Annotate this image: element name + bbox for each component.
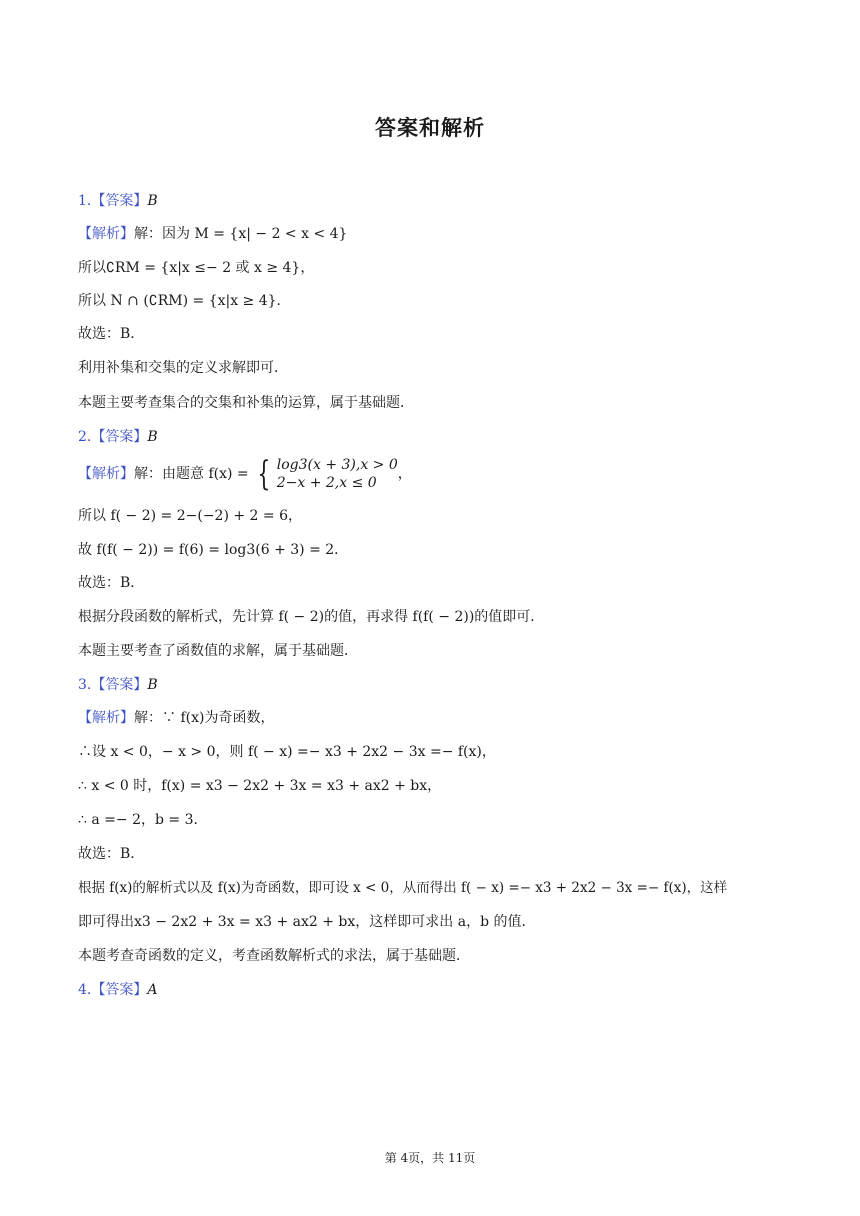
q2-explanation-tag: 【解析】 bbox=[78, 466, 134, 482]
q3-line-3: ∴ x < 0 时，f(x) = x3 − 2x2 + 3x = x3 + ax2 + bx， bbox=[78, 778, 442, 794]
q3-line-6: 根据 f(x)的解析式以及 f(x)为奇函数，即可设 x < 0，从而得出 f( − x) =− x3 + 2x2 − 3x =− f(x)，这样 bbox=[78, 880, 728, 896]
q2-number: 2. bbox=[78, 429, 92, 445]
q3-line-5: 故选：B． bbox=[78, 846, 145, 862]
page-footer: 第 4页，共 11页 bbox=[384, 1151, 476, 1165]
q3-line-7: 即可得出x3 − 2x2 + 3x = x3 + ax2 + bx，这样即可求出 a，b 的值． bbox=[78, 914, 536, 930]
q1-answer-tag: 【答案】 bbox=[91, 193, 148, 209]
q2-explanation-line-1 bbox=[78, 456, 412, 492]
q4-answer-line bbox=[78, 980, 157, 1000]
q1-line-2: 所以∁RM = {x|x ≤− 2 或 x ≥ 4}， bbox=[78, 260, 315, 276]
q2-answer-value: B bbox=[147, 429, 158, 445]
q2-line-4: 故选：B． bbox=[78, 575, 145, 591]
case-1: log3(x + 3),x > 0 bbox=[276, 457, 398, 473]
q2-answer-line bbox=[78, 427, 158, 447]
q4-number: 4. bbox=[78, 982, 92, 998]
q1-explanation-line-1 bbox=[78, 224, 347, 244]
q1-line-4: 故选：B． bbox=[78, 326, 145, 342]
q2-answer-tag: 【答案】 bbox=[91, 429, 148, 445]
piecewise-function bbox=[253, 456, 398, 492]
q2-text: 解：由题意 f(x) = bbox=[134, 466, 254, 482]
q3-answer-value: B bbox=[147, 677, 158, 693]
q2-line-6: 本题主要考查了函数值的求解，属于基础题． bbox=[78, 643, 358, 659]
q1-line-3: 所以 N ∩ (∁RM) = {x|x ≥ 4}. bbox=[78, 293, 281, 309]
q1-line-6: 本题主要考查集合的交集和补集的运算，属于基础题． bbox=[78, 395, 414, 411]
q4-answer-value: A bbox=[147, 982, 158, 998]
q3-number: 3. bbox=[78, 677, 92, 693]
q3-line-8: 本题考查奇函数的定义，考查函数解析式的求法，属于基础题． bbox=[78, 948, 470, 964]
q1-answer-line bbox=[78, 191, 158, 211]
q4-answer-tag: 【答案】 bbox=[91, 982, 148, 998]
q3-answer-tag: 【答案】 bbox=[91, 677, 148, 693]
q1-number: 1. bbox=[78, 193, 92, 209]
q1-line-5: 利用补集和交集的定义求解即可． bbox=[78, 360, 288, 376]
case-2: 2−x + 2,x ≤ 0 bbox=[276, 475, 377, 491]
brace-symbol: { bbox=[257, 454, 271, 494]
q1-explanation-tag: 【解析】 bbox=[78, 226, 134, 242]
page-title: 答案和解析 bbox=[375, 116, 485, 140]
q3-text: 解：∵ f(x)为奇函数， bbox=[134, 710, 275, 726]
q3-explanation-line-1 bbox=[78, 708, 274, 728]
piecewise-cases bbox=[277, 456, 398, 492]
q3-line-4: ∴ a =− 2，b = 3． bbox=[78, 812, 208, 828]
q1-answer-value: B bbox=[147, 193, 158, 209]
q2-line-3: 故 f(f( − 2)) = f(6) = log3(6 + 3) = 2． bbox=[78, 542, 349, 558]
q2-comma: ， bbox=[397, 466, 412, 482]
q2-line-5: 根据分段函数的解析式，先计算 f( − 2)的值，再求得 f(f( − 2))的值即可． bbox=[78, 609, 545, 625]
q3-line-2: ∴设 x < 0，− x > 0，则 f( − x) =− x3 + 2x2 − 3x =− f(x)， bbox=[78, 744, 496, 760]
q2-line-2: 所以 f( − 2) = 2−(−2) + 2 = 6， bbox=[78, 508, 302, 524]
q3-explanation-tag: 【解析】 bbox=[78, 710, 134, 726]
q3-answer-line bbox=[78, 675, 158, 695]
q1-text: 解：因为 M = {x| − 2 < x < 4} bbox=[134, 226, 348, 242]
